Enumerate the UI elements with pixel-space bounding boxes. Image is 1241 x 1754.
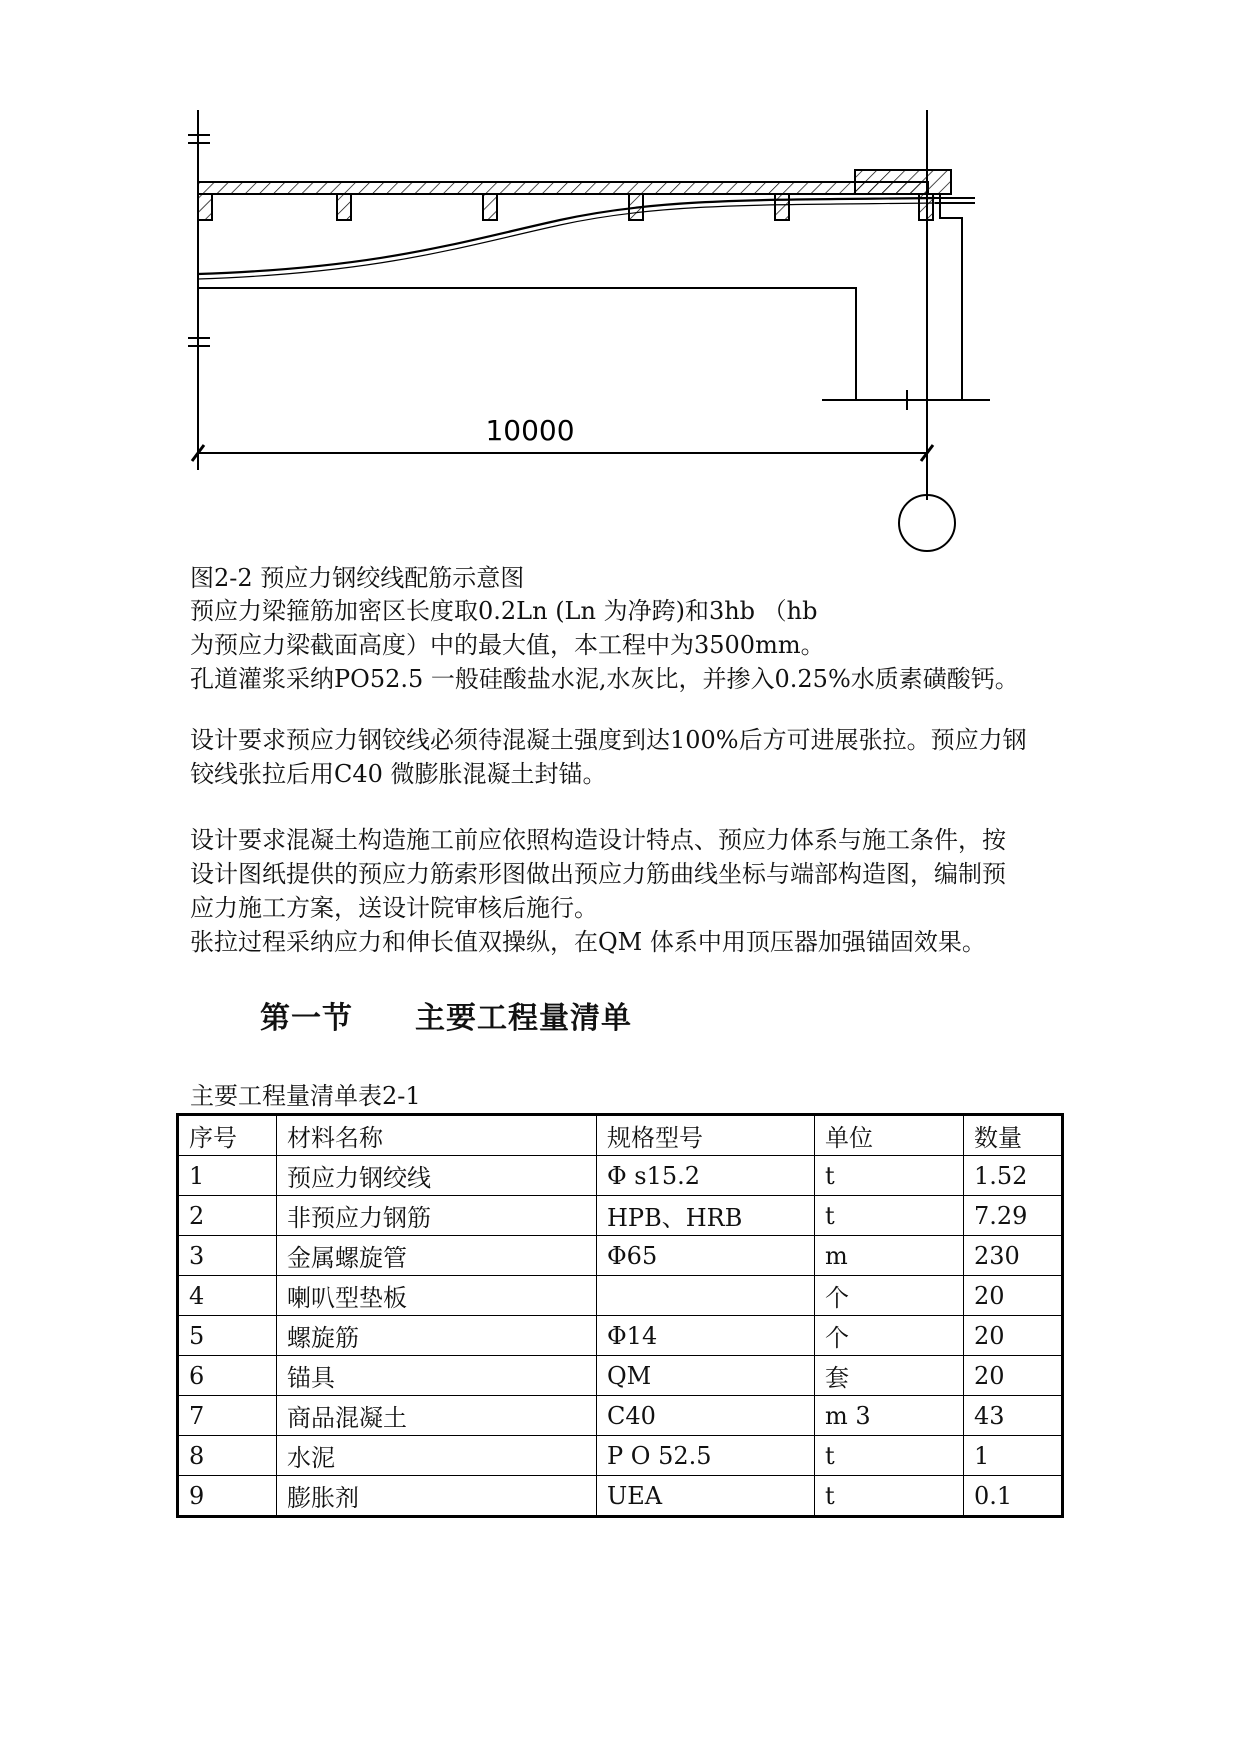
table-row	[178, 1316, 1063, 1356]
header-cell: 单位	[815, 1115, 964, 1156]
table-cell: 7.29	[964, 1196, 1063, 1236]
table-cell: t	[815, 1196, 964, 1236]
paragraph-construction-plan	[190, 823, 1006, 959]
rib	[775, 194, 789, 220]
header-cell: 规格型号	[597, 1115, 815, 1156]
table-row	[178, 1276, 1063, 1316]
end-block	[855, 170, 951, 194]
table-cell: P O 52.5	[597, 1436, 815, 1476]
table-cell: m	[815, 1236, 964, 1276]
text-line: 设计图纸提供的预应力筋索形图做出预应力筋曲线坐标与端部构造图，编制预	[190, 860, 1006, 888]
table-row	[178, 1156, 1063, 1196]
section-title: 主要工程量清单	[415, 1001, 632, 1036]
table-cell: 2	[178, 1196, 277, 1236]
text-line: 孔道灌浆采纳PO52.5 一般硅酸盐水泥,水灰比，并掺入0.25%水质素磺酸钙。	[190, 665, 1019, 693]
figure-caption: 图2-2 预应力钢绞线配筋示意图	[190, 564, 525, 592]
paragraph-stirrup-grouting	[190, 594, 1019, 696]
table-cell: t	[815, 1476, 964, 1517]
text-line: 设计要求预应力钢铰线必须待混凝土强度到达100%后方可进展张拉。预应力钢	[190, 726, 1027, 754]
table-cell: 43	[964, 1396, 1063, 1436]
table-cell: 20	[964, 1316, 1063, 1356]
table-cell: 喇叭型垫板	[277, 1276, 597, 1316]
table-cell: t	[815, 1156, 964, 1196]
header-cell: 材料名称	[277, 1115, 597, 1156]
text-line: 应力施工方案，送设计院审核后施行。	[190, 894, 598, 922]
table-cell: 1	[178, 1156, 277, 1196]
table-cell: 商品混凝土	[277, 1396, 597, 1436]
table-cell: 预应力钢绞线	[277, 1156, 597, 1196]
table-cell: 非预应力钢筋	[277, 1196, 597, 1236]
table-cell: Φ s15.2	[597, 1156, 815, 1196]
table-cell: 9	[178, 1476, 277, 1517]
table-cell: QM	[597, 1356, 815, 1396]
tendon-curve	[198, 198, 935, 274]
dimension-label: 10000	[485, 414, 575, 447]
table-cell: 1	[964, 1436, 1063, 1476]
slab	[198, 182, 928, 194]
header-cell: 序号	[178, 1115, 277, 1156]
table-cell: 金属螺旋管	[277, 1236, 597, 1276]
table-row	[178, 1236, 1063, 1276]
table-cell: m 3	[815, 1396, 964, 1436]
table-row	[178, 1436, 1063, 1476]
table-cell: Φ65	[597, 1236, 815, 1276]
table-cell: 0.1	[964, 1476, 1063, 1517]
beam-outline	[198, 288, 856, 400]
table-cell: Φ14	[597, 1316, 815, 1356]
paragraph-tensioning-requirement	[190, 723, 1027, 791]
header-cell: 数量	[964, 1115, 1063, 1156]
table-cell: 1.52	[964, 1156, 1063, 1196]
table-row	[178, 1196, 1063, 1236]
table-caption: 主要工程量清单表2-1	[190, 1082, 421, 1110]
text-line: 预应力梁箍筋加密区长度取0.2Ln (Ln 为净跨)和3hb （hb	[190, 597, 818, 625]
quantity-table	[176, 1113, 1064, 1518]
text-line: 铰线张拉后用C40 微膨胀混凝土封锚。	[190, 760, 607, 788]
rib	[198, 194, 212, 220]
table-cell: 6	[178, 1356, 277, 1396]
table-cell: 螺旋筋	[277, 1316, 597, 1356]
text-line: 张拉过程采纳应力和伸长值双操纵，在QM 体系中用顶压器加强锚固效果。	[190, 928, 986, 956]
table-cell: 3	[178, 1236, 277, 1276]
table-cell: 套	[815, 1356, 964, 1396]
table-header-row	[178, 1115, 1063, 1156]
table-cell: 20	[964, 1356, 1063, 1396]
table-cell	[597, 1276, 815, 1316]
table-cell: 230	[964, 1236, 1063, 1276]
text-line: 为预应力梁截面高度）中的最大值，本工程中为3500mm。	[190, 631, 825, 659]
section-heading	[260, 993, 632, 1037]
table-cell: 4	[178, 1276, 277, 1316]
section-number: 第一节	[260, 1001, 353, 1036]
table-cell: 5	[178, 1316, 277, 1356]
rib	[337, 194, 351, 220]
tendon-layout-drawing	[0, 0, 1241, 560]
table-cell: 个	[815, 1276, 964, 1316]
rib	[483, 194, 497, 220]
table-cell: 个	[815, 1316, 964, 1356]
table-row	[178, 1476, 1063, 1517]
table-cell: 20	[964, 1276, 1063, 1316]
text-line: 设计要求混凝土构造施工前应依照构造设计特点、预应力体系与施工条件，按	[190, 826, 1006, 854]
table-row	[178, 1356, 1063, 1396]
table-cell: 锚具	[277, 1356, 597, 1396]
table-row	[178, 1396, 1063, 1436]
table-cell: UEA	[597, 1476, 815, 1517]
table-cell: HPB、HRB	[597, 1196, 815, 1236]
table-cell: 膨胀剂	[277, 1476, 597, 1517]
table-cell: 7	[178, 1396, 277, 1436]
column-outline	[940, 194, 962, 400]
table-cell: 8	[178, 1436, 277, 1476]
axis-bubble	[899, 495, 955, 551]
table-cell: C40	[597, 1396, 815, 1436]
table-cell: 水泥	[277, 1436, 597, 1476]
table-cell: t	[815, 1436, 964, 1476]
